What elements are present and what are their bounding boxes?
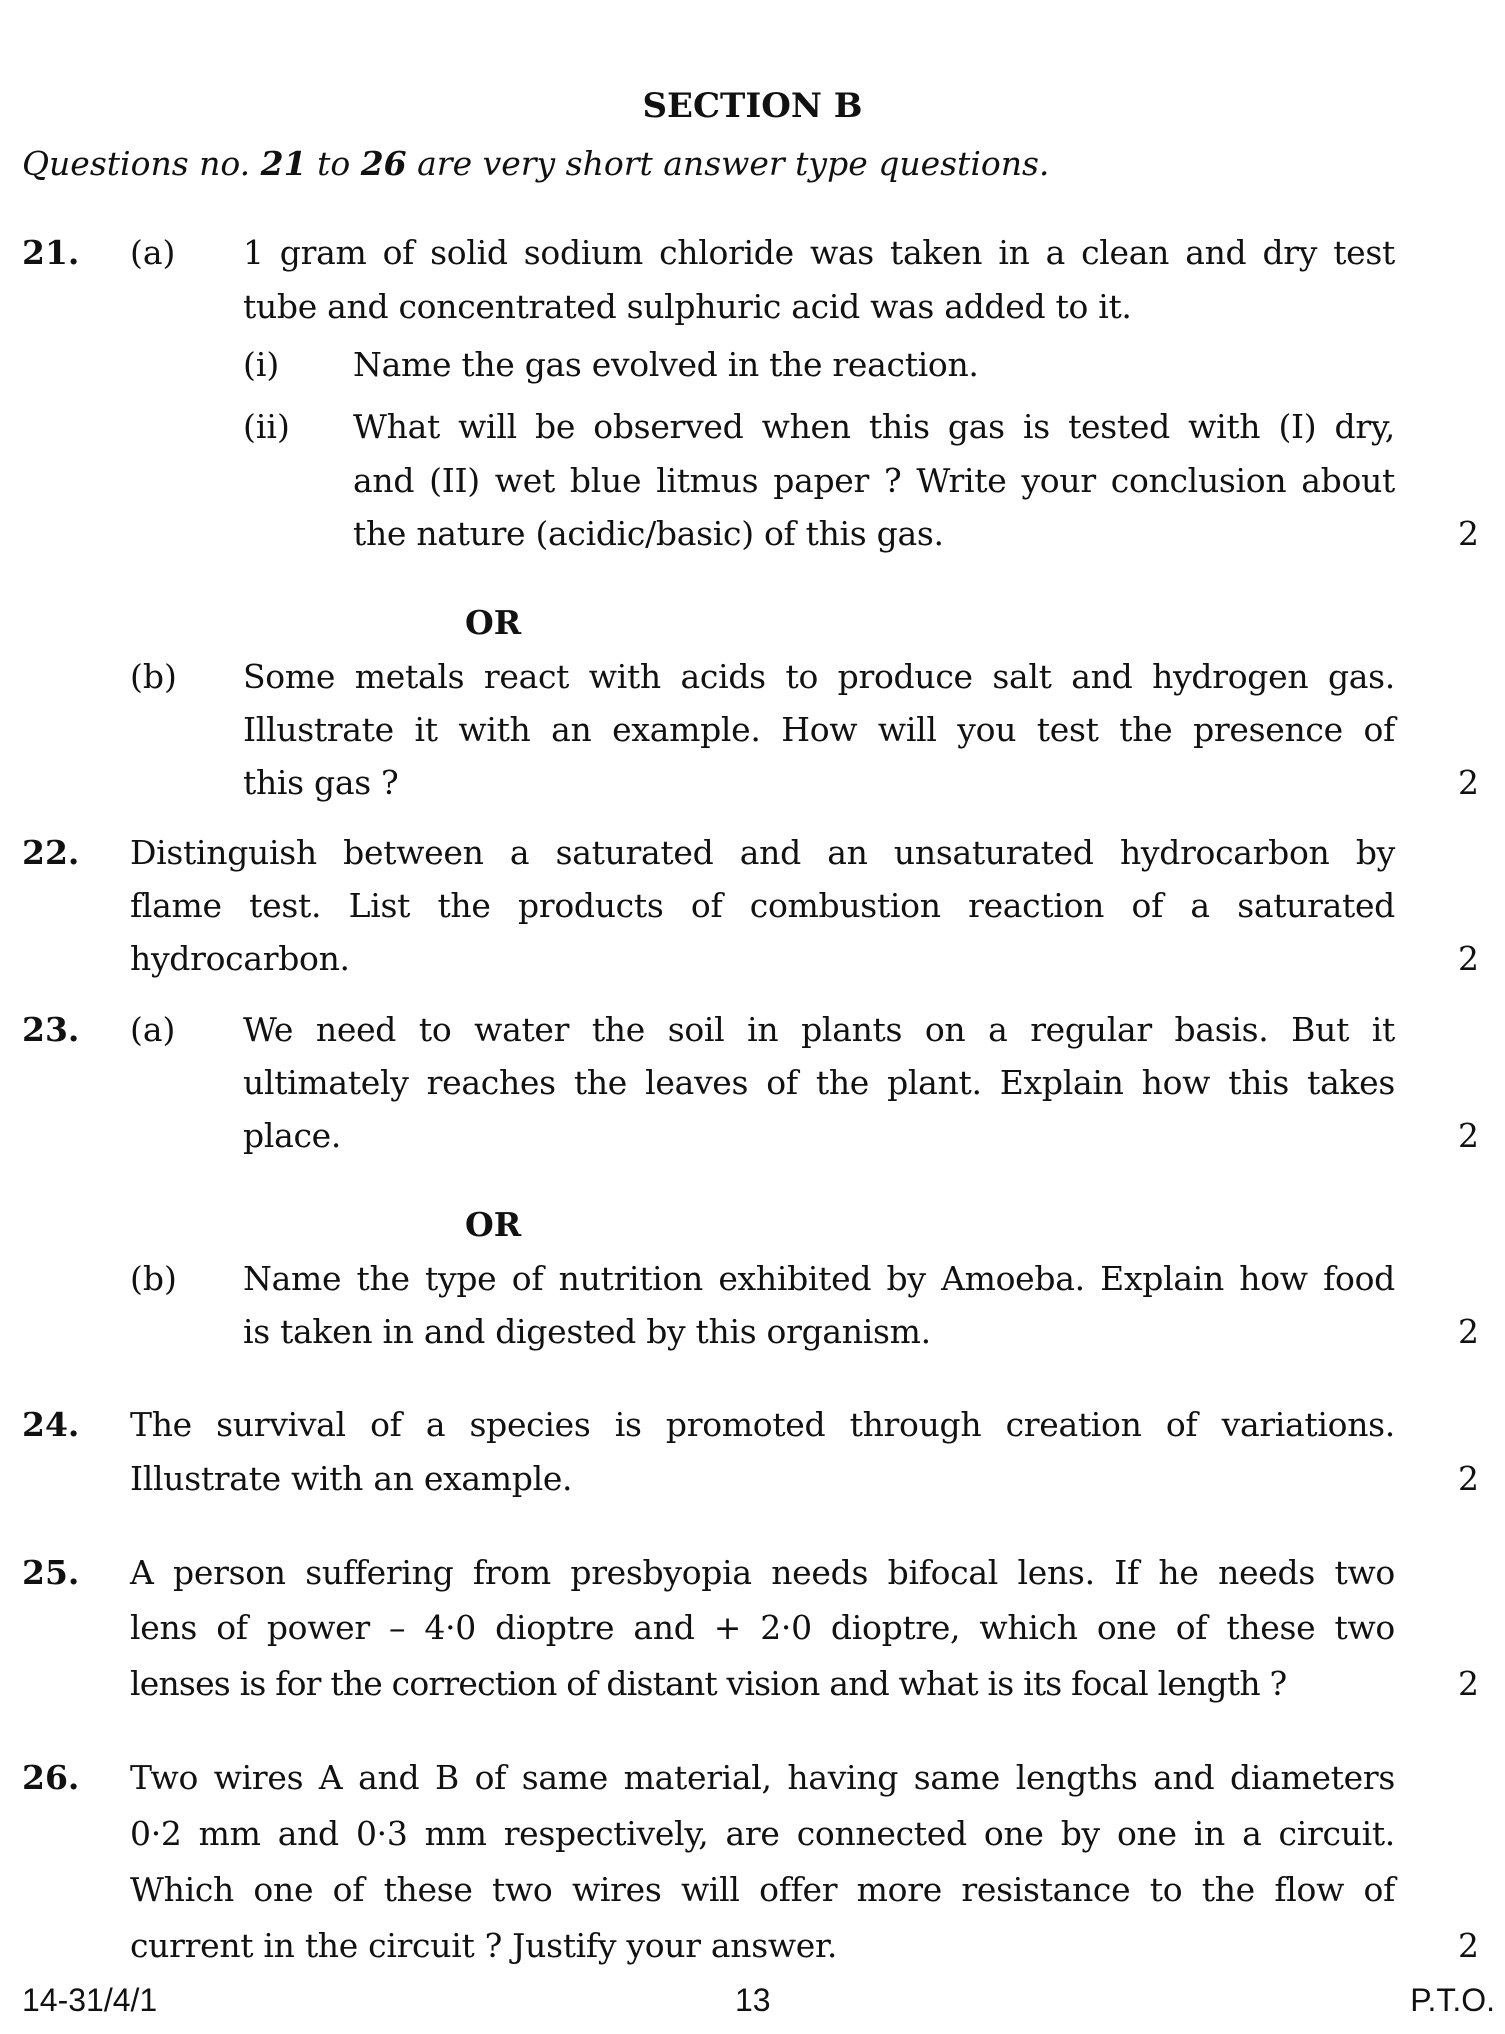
question-text-line: We need to water the soil in plants on a regular basis. But it: [243, 1010, 1395, 1049]
pto-label: P.T.O.: [1410, 1982, 1495, 2018]
question-text-line: Illustrate it with an example. How will you test the presence of: [243, 710, 1395, 749]
marks: 2: [1458, 939, 1479, 978]
question-number: 26.: [22, 1758, 80, 1797]
question-text-line: 0·2 mm and 0·3 mm respectively, are connected one by one in a circuit.: [130, 1814, 1395, 1853]
marks: 2: [1458, 1312, 1479, 1351]
question-text-line: lens of power – 4·0 dioptre and + 2·0 dioptre, which one of these two: [130, 1608, 1395, 1647]
question-text-line: tube and concentrated sulphuric acid was added to it.: [243, 287, 1132, 326]
part-label: (a): [130, 233, 176, 272]
part-label: (a): [130, 1010, 176, 1049]
marks: 2: [1458, 1926, 1479, 1965]
question-number: 23.: [22, 1010, 80, 1049]
question-text-line: hydrocarbon.: [130, 939, 350, 978]
marks: 2: [1458, 1116, 1479, 1155]
marks: 2: [1458, 1664, 1479, 1703]
question-text-line: What will be observed when this gas is tested with (I) dry,: [353, 407, 1395, 446]
question-text-line: The survival of a species is promoted through creation of variations.: [130, 1405, 1395, 1444]
marks: 2: [1458, 763, 1479, 802]
or-label: OR: [465, 1205, 522, 1244]
paper-code: 14-31/4/1: [22, 1982, 158, 2018]
question-text-line: the nature (acidic/basic) of this gas.: [353, 514, 944, 553]
question-text-line: is taken in and digested by this organism.: [243, 1312, 931, 1351]
question-text-line: Some metals react with acids to produce salt and hydrogen gas.: [243, 657, 1395, 696]
question-text-line: Which one of these two wires will offer more resistance to the flow of: [130, 1870, 1395, 1909]
part-label: (b): [130, 1259, 177, 1298]
question-text-line: place.: [243, 1116, 342, 1155]
marks: 2: [1458, 514, 1479, 553]
question-text-line: Distinguish between a saturated and an unsaturated hydrocarbon by: [130, 833, 1395, 872]
question-number: 21.: [22, 233, 80, 272]
question-number: 24.: [22, 1405, 80, 1444]
marks: 2: [1458, 1459, 1479, 1498]
part-label: (b): [130, 657, 177, 696]
question-number: 22.: [22, 833, 80, 872]
question-text-line: Name the type of nutrition exhibited by Amoeba. Explain how food: [243, 1259, 1395, 1298]
or-label: OR: [465, 603, 522, 642]
question-text-line: and (II) wet blue litmus paper ? Write your conclusion about: [353, 461, 1395, 500]
question-text-line: current in the circuit ? Justify your answer.: [130, 1926, 838, 1965]
question-text-line: this gas ?: [243, 763, 399, 802]
question-text-line: Name the gas evolved in the reaction.: [353, 345, 979, 384]
question-number: 25.: [22, 1553, 80, 1592]
page-number: 13: [735, 1982, 771, 2018]
question-text-line: Illustrate with an example.: [130, 1459, 573, 1498]
subpart-label: (i): [243, 345, 280, 384]
question-text-line: 1 gram of solid sodium chloride was taken in a clean and dry test: [243, 233, 1395, 272]
question-text-line: ultimately reaches the leaves of the plant. Explain how this takes: [243, 1063, 1395, 1102]
subpart-label: (ii): [243, 407, 290, 446]
section-instruction: Questions no. 21 to 26 are very short answer type questions.: [22, 144, 1050, 183]
question-text-line: lenses is for the correction of distant vision and what is its focal length ?: [130, 1664, 1287, 1703]
question-text-line: flame test. List the products of combustion reaction of a saturated: [130, 886, 1395, 925]
section-title: SECTION B: [642, 86, 863, 126]
question-text-line: Two wires A and B of same material, having same lengths and diameters: [130, 1758, 1395, 1797]
question-text-line: A person suffering from presbyopia needs bifocal lens. If he needs two: [130, 1553, 1395, 1592]
